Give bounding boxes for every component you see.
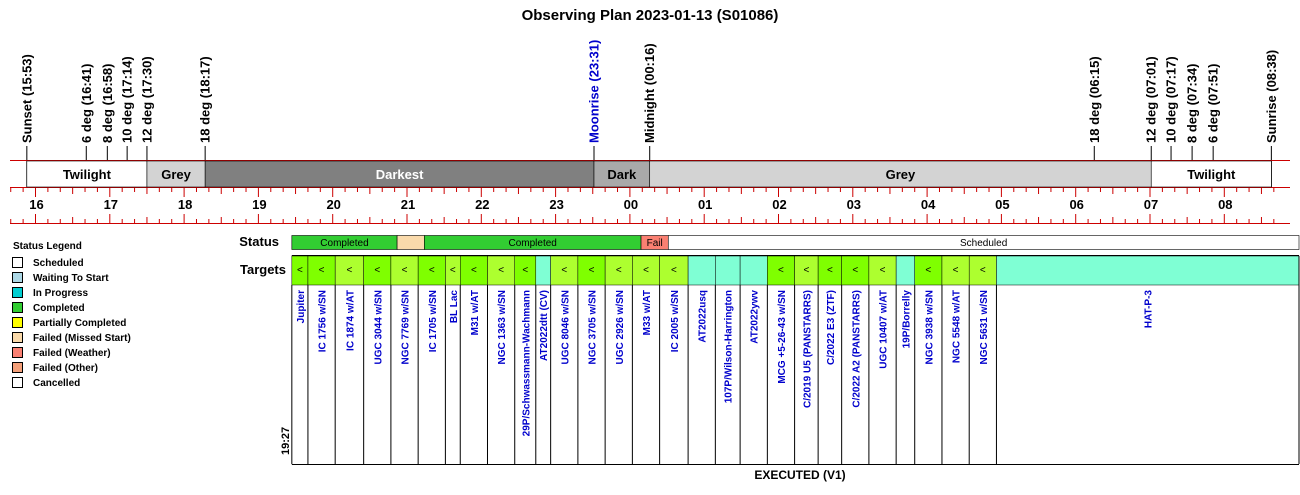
target-name: NGC 1363 w/SN	[497, 290, 509, 365]
target-mark: <	[643, 265, 649, 276]
target-name: HAT-P-3	[1143, 290, 1155, 329]
target-block	[996, 256, 1299, 285]
hour-label: 07	[1143, 197, 1159, 212]
hour-label: 18	[177, 197, 193, 212]
targets-row-label: Targets	[240, 262, 286, 277]
hour-label: 19	[252, 197, 267, 212]
event-label: 6 deg (16:41)	[78, 63, 94, 143]
legend-swatch	[13, 288, 23, 298]
hour-label: 22	[475, 197, 490, 212]
target-block	[536, 256, 551, 285]
time-axis	[10, 188, 1290, 224]
target-name: C/2019 U5 (PANSTARRS)	[802, 290, 814, 408]
hour-label: 21	[400, 197, 416, 212]
band-label: Darkest	[375, 167, 424, 182]
target-name: AT2022dtt (CV)	[539, 290, 551, 361]
target-mark: <	[470, 265, 477, 276]
event-label: Sunrise (08:38)	[1263, 49, 1279, 143]
target-mark: <	[852, 265, 859, 276]
target-mark: <	[615, 265, 622, 276]
target-block	[896, 256, 915, 285]
legend-swatch	[13, 258, 23, 268]
target-name: IC 1874 w/AT	[345, 290, 357, 351]
status-legend	[13, 241, 131, 389]
hour-label: 20	[326, 197, 341, 212]
hour-label: 06	[1069, 197, 1084, 212]
hour-label: 00	[623, 197, 639, 212]
band-label: Twilight	[62, 167, 111, 182]
target-mark: <	[401, 265, 408, 276]
status-segment	[397, 236, 424, 250]
hour-label: 02	[772, 197, 787, 212]
target-name: UGC 2926 w/SN	[614, 290, 626, 365]
status-label: Fail	[646, 238, 663, 249]
target-name: 29P/Schwassmann-Wachmann	[521, 290, 533, 437]
legend-item-label: Failed (Missed Start)	[33, 333, 131, 344]
hour-label: 03	[846, 197, 862, 212]
legend-item-label: Completed	[33, 303, 85, 314]
target-block	[688, 256, 715, 285]
target-mark: <	[498, 265, 505, 276]
hour-label: 05	[995, 197, 1010, 212]
target-name: M33 w/AT	[641, 290, 653, 336]
target-mark: <	[346, 265, 353, 276]
band-label: Grey	[885, 167, 916, 182]
target-name: M31 w/AT	[469, 290, 481, 336]
event-label: Midnight (00:16)	[642, 43, 658, 143]
status-row	[292, 236, 1299, 250]
hour-label: 01	[697, 197, 713, 212]
target-mark: <	[374, 265, 381, 276]
target-name: Jupiter	[295, 290, 307, 324]
target-name: 19P/Borrelly	[901, 290, 913, 349]
event-label: 18 deg (06:15)	[1086, 56, 1102, 143]
target-name: NGC 3938 w/SN	[924, 290, 936, 365]
legend-swatch	[13, 348, 23, 358]
event-label: 6 deg (07:51)	[1205, 63, 1221, 143]
event-label: 18 deg (18:17)	[197, 56, 213, 143]
target-mark: <	[925, 265, 932, 276]
target-block	[715, 256, 740, 285]
event-label: 12 deg (17:30)	[139, 56, 155, 143]
event-label: 10 deg (17:14)	[119, 56, 135, 143]
target-mark: <	[670, 265, 677, 276]
event-label: 8 deg (16:58)	[99, 63, 115, 143]
target-name: NGC 5548 w/AT	[951, 290, 963, 364]
event-label: 10 deg (07:17)	[1163, 56, 1179, 143]
event-label: Sunset (15:53)	[19, 54, 35, 143]
target-name: 107P/Wilson-Harrington	[723, 290, 735, 404]
footer-label: EXECUTED (V1)	[754, 468, 846, 482]
target-mark: <	[879, 265, 886, 276]
chart-title: Observing Plan 2023-01-13 (S01086)	[521, 7, 779, 24]
target-name: C/2022 A2 (PANSTARRS)	[851, 290, 863, 408]
target-mark: <	[952, 265, 959, 276]
target-name: IC 1756 w/SN	[317, 290, 329, 353]
target-mark: <	[979, 265, 986, 276]
event-label: 8 deg (07:34)	[1184, 63, 1200, 143]
legend-swatch	[13, 273, 23, 283]
event-label: Moonrise (23:31)	[586, 39, 602, 143]
target-name: BL Lac	[448, 290, 460, 324]
target-mark: <	[428, 265, 435, 276]
target-block	[740, 256, 767, 285]
target-name: UGC 3044 w/SN	[373, 290, 385, 365]
target-name: AT2022usq	[697, 290, 709, 343]
status-label: Completed	[508, 238, 557, 249]
hour-label: 23	[549, 197, 564, 212]
band-label: Twilight	[1187, 167, 1236, 182]
legend-item-label: Failed (Weather)	[33, 348, 111, 359]
target-mark: <	[826, 265, 833, 276]
sky-bands	[10, 161, 1290, 188]
hour-label: 08	[1218, 197, 1233, 212]
target-name: NGC 7769 w/SN	[400, 290, 412, 365]
target-name: IC 2005 w/SN	[669, 290, 681, 353]
target-name: NGC 3705 w/SN	[587, 290, 599, 365]
target-name: UGC 10407 w/AT	[878, 290, 890, 369]
target-mark: <	[588, 265, 595, 276]
target-mark: <	[449, 265, 456, 276]
legend-item-label: Failed (Other)	[33, 363, 99, 374]
hour-label: 17	[103, 197, 119, 212]
targets-row	[292, 256, 1299, 465]
status-label: Completed	[320, 238, 369, 249]
legend-swatch	[13, 303, 23, 313]
hour-label: 04	[920, 197, 936, 212]
band-label: Grey	[161, 167, 191, 182]
target-mark: <	[318, 265, 325, 276]
legend-swatch	[13, 318, 23, 328]
legend-item-label: Partially Completed	[33, 318, 127, 329]
legend-item-label: Scheduled	[33, 258, 84, 269]
target-mark: <	[561, 265, 568, 276]
target-name: MCG +5-26-43 w/SN	[776, 290, 788, 384]
target-name: C/2022 E3 (ZTF)	[825, 290, 837, 366]
target-name: AT2022ywv	[749, 290, 761, 344]
legend-item-label: Cancelled	[33, 378, 81, 389]
target-mark: <	[522, 265, 529, 276]
legend-item-label: Waiting To Start	[33, 273, 109, 284]
hour-label: 16	[29, 197, 44, 212]
target-mark: <	[803, 265, 810, 276]
target-name: NGC 5631 w/SN	[978, 290, 990, 365]
start-time-label: 19:27	[280, 426, 292, 455]
legend-swatch	[13, 378, 23, 388]
legend-title: Status Legend	[13, 241, 82, 252]
legend-swatch	[13, 363, 23, 373]
target-mark: <	[778, 265, 784, 276]
status-label: Scheduled	[960, 238, 1008, 249]
band-label: Dark	[607, 167, 637, 182]
legend-item-label: In Progress	[33, 288, 89, 299]
status-row-label: Status	[239, 234, 279, 249]
legend-swatch	[13, 333, 23, 343]
target-mark: <	[296, 265, 303, 276]
target-name: IC 1705 w/SN	[427, 290, 439, 353]
target-name: UGC 8046 w/SN	[560, 290, 572, 365]
event-label: 12 deg (07:01)	[1143, 56, 1159, 143]
